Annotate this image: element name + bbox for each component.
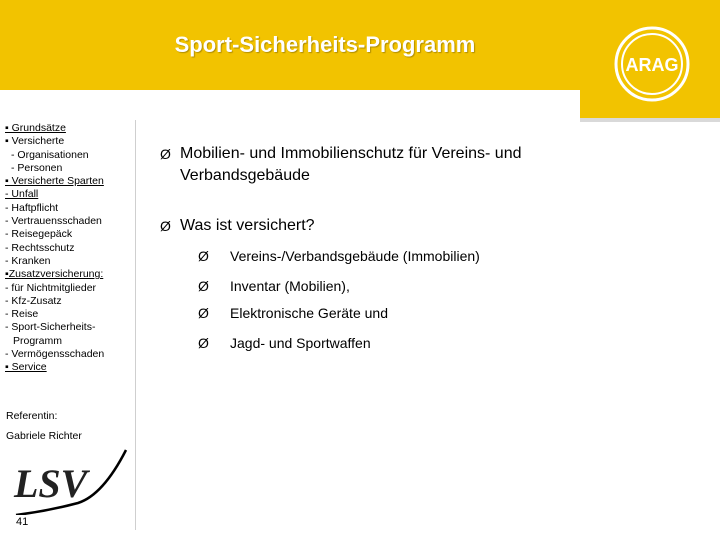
subitem-text: Vereins-/Verbandsgebäude (Immobilien) xyxy=(230,248,480,264)
bullet-1 xyxy=(160,143,630,187)
subitem xyxy=(198,277,350,295)
arrow-bullet-icon: Ø xyxy=(198,248,209,264)
nav-programm: Programm xyxy=(13,334,63,347)
subitem xyxy=(198,304,388,322)
referent-name: Gabriele Richter xyxy=(6,430,82,442)
arrow-bullet-icon: Ø xyxy=(198,278,209,294)
arag-logo xyxy=(612,24,692,104)
bullet-2-text: Was ist versichert? xyxy=(180,217,315,234)
sidebar-nav xyxy=(5,122,133,375)
nav-nichtmitglieder: - für Nichtmitglieder xyxy=(5,281,97,294)
nav-haftpflicht: - Haftpflicht xyxy=(5,201,59,214)
nav-unfall[interactable]: - Unfall xyxy=(5,188,39,201)
arrow-bullet-icon: Ø xyxy=(160,218,171,234)
nav-grundsaetze[interactable]: ▪ Grundsätze xyxy=(5,122,66,134)
nav-sport-sicherheits: - Sport-Sicherheits- xyxy=(5,321,96,334)
lsv-logo xyxy=(8,445,128,515)
header-banner-shadow xyxy=(580,118,720,122)
nav-kranken: - Kranken xyxy=(5,254,51,267)
nav-versicherte-sparten[interactable]: ▪ Versicherte Sparten xyxy=(5,175,104,188)
nav-reisegepaeck: - Reisegepäck xyxy=(5,228,73,241)
arrow-bullet-icon: Ø xyxy=(160,146,171,162)
nav-personen: - Personen xyxy=(11,161,63,174)
nav-kfz-zusatz: - Kfz-Zusatz xyxy=(5,294,62,307)
bullet-2 xyxy=(160,215,630,238)
arag-logo-text: ARAG xyxy=(625,55,679,75)
subitem-text: Jagd- und Sportwaffen xyxy=(230,335,371,351)
lsv-logo-text: LSV xyxy=(14,461,88,506)
subitem-text: Inventar (Mobilien), xyxy=(230,278,350,294)
sidebar xyxy=(0,120,136,530)
arrow-bullet-icon: Ø xyxy=(198,335,209,351)
nav-reise: - Reise xyxy=(5,308,39,321)
subitem-text: Elektronische Geräte und xyxy=(230,305,388,321)
nav-zusatzversicherung[interactable]: ▪Zusatzversicherung: xyxy=(5,268,104,281)
nav-versicherte: ▪ Versicherte xyxy=(5,135,65,148)
nav-vertrauensschaden: - Vertrauensschaden xyxy=(5,215,102,228)
page-number: 41 xyxy=(16,516,29,528)
referent-label: Referentin: xyxy=(6,410,58,422)
page-title: Sport-Sicherheits-Programm xyxy=(174,32,476,57)
nav-service[interactable]: ▪ Service xyxy=(5,361,47,374)
nav-organisationen: - Organisationen xyxy=(11,148,89,161)
subitem xyxy=(198,334,371,352)
nav-vermoegensschaden: - Vermögensschaden xyxy=(5,348,105,361)
nav-rechtsschutz: - Rechtsschutz xyxy=(5,241,75,254)
subitem xyxy=(198,247,480,265)
arrow-bullet-icon: Ø xyxy=(198,305,209,321)
bullet-1-text: Mobilien- und Immobilienschutz für Vereins- und Verbandsgebäude xyxy=(180,145,522,184)
